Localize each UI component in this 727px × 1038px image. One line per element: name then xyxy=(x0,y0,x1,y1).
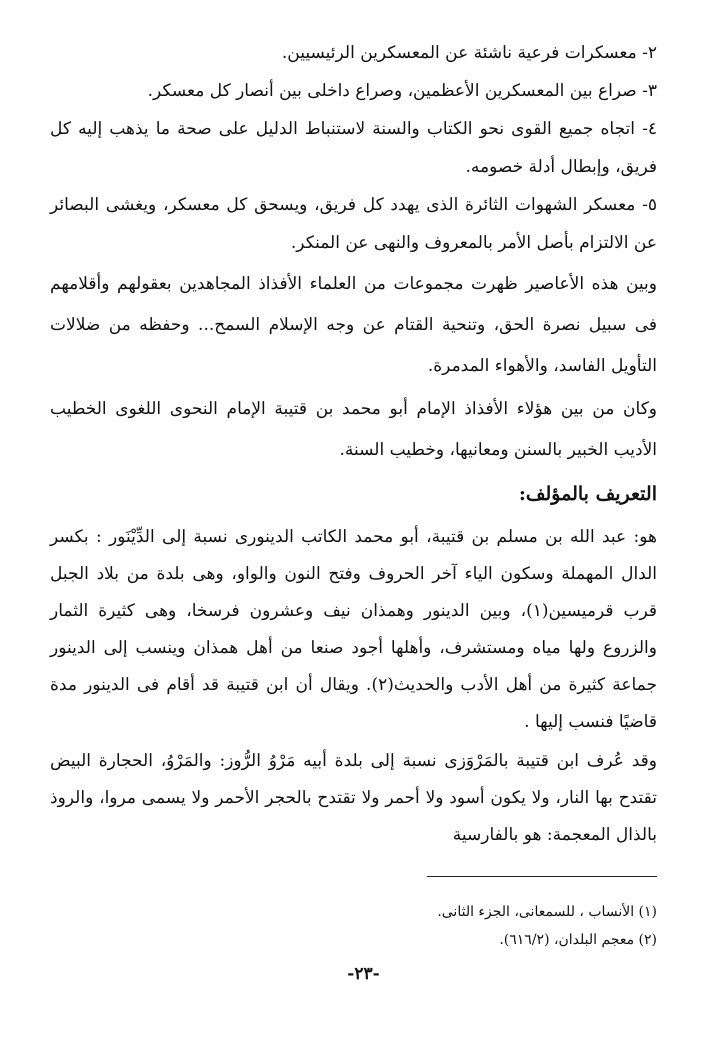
section-heading: التعريف بالمؤلف: xyxy=(518,483,657,505)
list-item: ٤- اتجاه جميع القوى نحو الكتاب والسنة لاستنباط الدليل على صحة ما يذهب إليه كل فريق، وإبطال أدلة خصومه. xyxy=(50,119,657,177)
biography-paragraph: وقد عُرف ابن قتيبة بالمَرْوَزى نسبة إلى بلدة أبيه مَرْوُ الرُّوز: والمَرْوُ، الحجارة البيض تقتدح بها النار، ولا يكون أسود ولا أحمر ولا تقتدح بالحجر الأحمر ولا يسمى مروا، والروذ بالذال المعجمة: هو بالفارسية xyxy=(50,751,657,845)
body-paragraph: وبين هذه الأعاصير ظهرت مجموعات من العلماء الأفذاذ المجاهدين بعقولهم وأقلامهم فى سبيل نصرة الحق، وتنحية القتام عن وجه الإسلام السمح... وحفظه من ضلالات التأويل الفاسد، والأهواء المدمرة. xyxy=(50,274,657,376)
list-item: ٥- معسكر الشهوات الثائرة الذى يهدد كل فريق، ويسحق كل معسكر، ويغشى البصائر عن الالتزام بأصل الأمر بالمعروف والنهى عن المنكر. xyxy=(50,195,657,253)
footnote: (٢) معجم البلدان، (٦١٦/٢). xyxy=(499,932,657,948)
footnote-divider xyxy=(427,876,657,877)
list-item: ٣- صراع بين المعسكرين الأعظمين، وصراع داخلى بين أنصار كل معسكر. xyxy=(147,81,657,101)
body-paragraph: وكان من بين هؤلاء الأفذاذ الإمام أبو محمد بن قتيبة الإمام النحوى اللغوى الخطيب الأديب الخبير بالسنن ومعانيها، وخطيب السنة. xyxy=(50,399,657,460)
list-item: ٢- معسكرات فرعية ناشئة عن المعسكرين الرئيسيين. xyxy=(281,43,657,63)
footnote: (١) الأنساب ، للسمعانى، الجزء الثانى. xyxy=(437,904,657,920)
biography-paragraph: هو: عبد الله بن مسلم بن قتيبة، أبو محمد الكاتب الدينورى نسبة إلى الدِّيْنَور : بكسر الدال المهملة وسكون الياء آخر الحروف وفتح النون والواو، وهى بلدة من بلاد الجبل قرب قرميسين(١)، وبين الدينور وهمذان نيف وعشرون فرسخا، وهى كثيرة الثمار والزروع ولها مياه ومستشرف، وأهلها أجود صنعا من أهل همذان وينسب إلى الدينور جماعة كثيرة من أهل الأدب والحديث(٢). ويقال أن ابن قتيبة قد أقام فى الدينور مدة قاضيًا فنسب إليها . xyxy=(50,527,657,732)
footnotes xyxy=(57,898,657,954)
page-number: -٢٣- xyxy=(347,964,380,984)
